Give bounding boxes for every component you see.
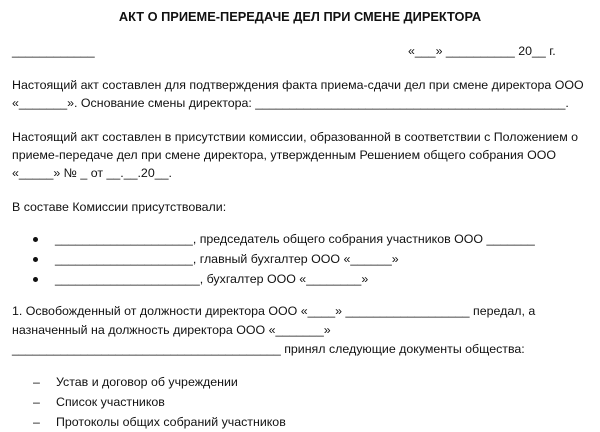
para1-line-2: «_______». Основание смены директора: _____________________________________________. xyxy=(12,96,569,110)
clause1-line-3: _______________________________________ принял следующие документы общества: xyxy=(12,342,525,356)
document-list-item: Устав и договор об учреждении xyxy=(56,375,238,389)
commission-intro: В составе Комиссии присутствовали: xyxy=(12,200,227,214)
commission-member: _____________________, бухгалтер ООО «________» xyxy=(55,272,369,286)
document-list-item: Список участников xyxy=(56,395,165,409)
bullet-icon xyxy=(33,237,38,242)
dash-icon: – xyxy=(33,415,40,429)
document-title: АКТ О ПРИЕМЕ-ПЕРЕДАЧЕ ДЕЛ ПРИ СМЕНЕ ДИРЕКТОРА xyxy=(118,9,482,24)
clause1-line-1: 1. Освобожденный от должности директора ООО «____» __________________ передал, а xyxy=(12,304,536,318)
commission-member: ____________________, председатель общего собрания участников ООО _______ xyxy=(55,232,535,246)
bullet-icon xyxy=(33,277,38,282)
para2-line-3: «_____» № _ от __.__.20__. xyxy=(12,166,172,180)
place-field: ____________ xyxy=(12,44,95,58)
dash-icon: – xyxy=(33,375,40,389)
clause1-line-2: назначенный на должность директора ООО «_______» xyxy=(12,323,331,337)
commission-member: ____________________, главный бухгалтер ООО «______» xyxy=(55,252,399,266)
dash-icon: – xyxy=(33,395,40,409)
para2-line-1: Настоящий акт составлен в присутствии комиссии, образованной в соответствии с Положением о xyxy=(12,130,579,144)
date-field: «___» __________ 20__ г. xyxy=(408,44,556,58)
bullet-icon xyxy=(33,257,38,262)
para2-line-2: приеме-передаче дел при смене директора, утвержденным Решением общего собрания ООО xyxy=(12,148,556,162)
para1-line-1: Настоящий акт составлен для подтверждения факта приема-сдачи дел при смене директора ООО xyxy=(12,78,584,92)
document-list-item: Протоколы общих собраний участников xyxy=(56,415,286,429)
